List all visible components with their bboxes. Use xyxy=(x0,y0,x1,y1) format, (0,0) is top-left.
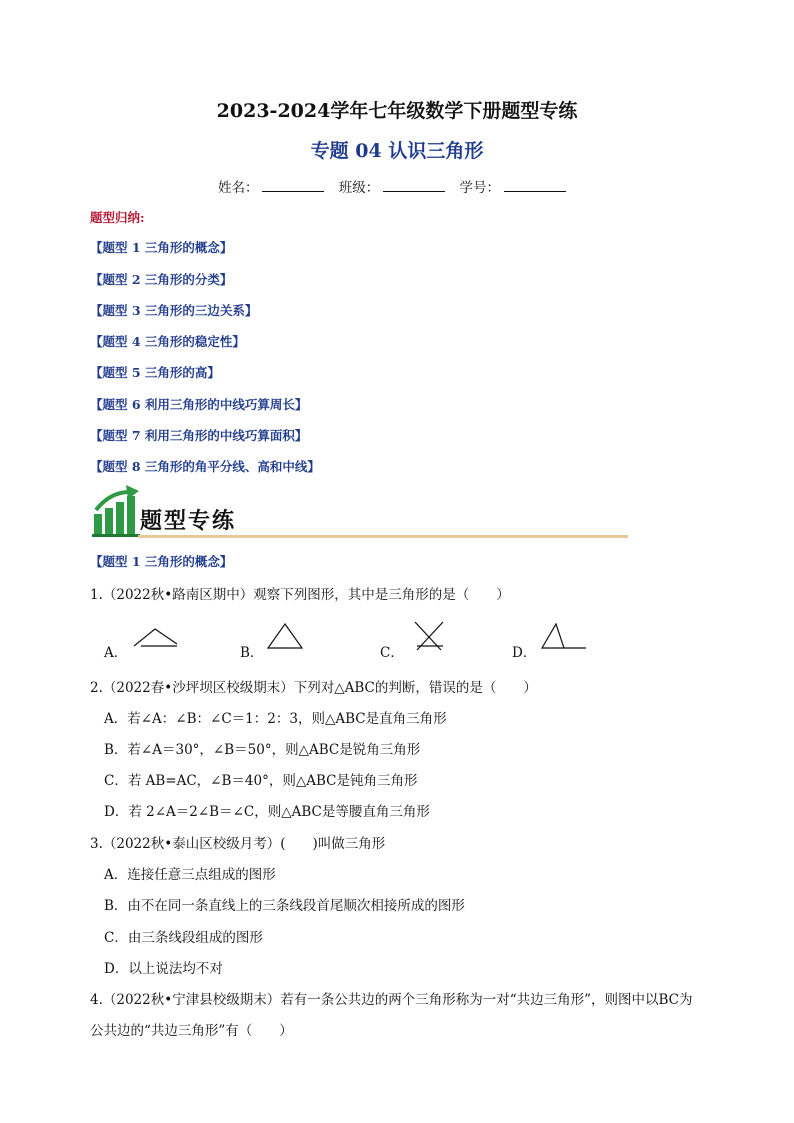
class-blank xyxy=(383,179,445,192)
question-1-stem: 1.（2022秋•路南区期中）观察下列图形，其中是三角形的是（ ） xyxy=(90,587,510,603)
summary-item-1: 【题型 1 三角形的概念】 xyxy=(90,240,233,255)
q1-figure-b xyxy=(266,622,304,650)
name-label: 姓名： xyxy=(217,180,259,196)
section-banner xyxy=(92,484,628,540)
q3-option-d: D．以上说法均不对 xyxy=(104,961,223,977)
q1-figure-a xyxy=(133,626,179,648)
q2-option-b: B．若∠A＝30°，∠B＝50°，则△ABC是锐角三角形 xyxy=(104,742,421,758)
question-4-stem-line2: 公共边的“共边三角形”有（ ） xyxy=(90,1023,293,1039)
banner-title: 题型专练 xyxy=(140,508,237,534)
summary-item-5: 【题型 5 三角形的高】 xyxy=(90,365,220,380)
q3-option-b: B．由不在同一条直线上的三条线段首尾顺次相接所成的图形 xyxy=(104,898,465,914)
section-heading: 【题型 1 三角形的概念】 xyxy=(90,554,233,569)
q2-option-d: D．若 2∠A＝2∠B＝∠C，则△ABC是等腰直角三角形 xyxy=(104,804,430,820)
q1-choice-d-label: D． xyxy=(512,645,537,661)
q2-option-c: C．若 AB=AC，∠B＝40°，则△ABC是钝角三角形 xyxy=(104,773,418,789)
q3-option-c: C．由三条线段组成的图形 xyxy=(104,930,263,946)
question-3-stem: 3.（2022秋•泰山区校级月考）( )叫做三角形 xyxy=(90,836,386,852)
id-label: 学号： xyxy=(459,180,501,196)
summary-item-7: 【题型 7 利用三角形的中线巧算面积】 xyxy=(90,428,308,443)
id-blank xyxy=(504,179,566,192)
summary-item-2: 【题型 2 三角形的分类】 xyxy=(90,272,233,287)
q1-figure-c xyxy=(413,620,445,652)
document-subtitle: 专题 04 认识三角形 xyxy=(310,140,484,162)
summary-item-3: 【题型 3 三角形的三边关系】 xyxy=(90,303,258,318)
student-info-line xyxy=(0,176,794,196)
q1-figure-d xyxy=(540,622,588,650)
question-4-stem-line1: 4.（2022秋•宁津县校级期末）若有一条公共边的两个三角形称为一对“共边三角形”，则图中以BC为 xyxy=(90,992,693,1008)
summary-label: 题型归纳: xyxy=(90,210,145,225)
q1-choice-c-label: C． xyxy=(380,645,404,661)
q1-choice-b-label: B． xyxy=(240,645,264,661)
question-2-stem: 2.（2022春•沙坪坝区校级期末）下列对△ABC的判断，错误的是（ ） xyxy=(90,680,537,696)
bar-chart-growth-icon xyxy=(92,484,142,538)
q3-option-a: A．连接任意三点组成的图形 xyxy=(104,867,276,883)
q1-choice-a-label: A． xyxy=(104,645,128,661)
q2-option-a: A．若∠A：∠B：∠C＝1：2：3，则△ABC是直角三角形 xyxy=(104,711,447,727)
summary-item-4: 【题型 4 三角形的稳定性】 xyxy=(90,334,245,349)
banner-underline xyxy=(138,535,628,538)
summary-item-6: 【题型 6 利用三角形的中线巧算周长】 xyxy=(90,397,308,412)
document-title: 2023-2024学年七年级数学下册题型专练 xyxy=(216,100,578,122)
name-blank xyxy=(262,179,324,192)
class-label: 班级： xyxy=(338,180,380,196)
summary-item-8: 【题型 8 三角形的角平分线、高和中线】 xyxy=(90,459,320,474)
